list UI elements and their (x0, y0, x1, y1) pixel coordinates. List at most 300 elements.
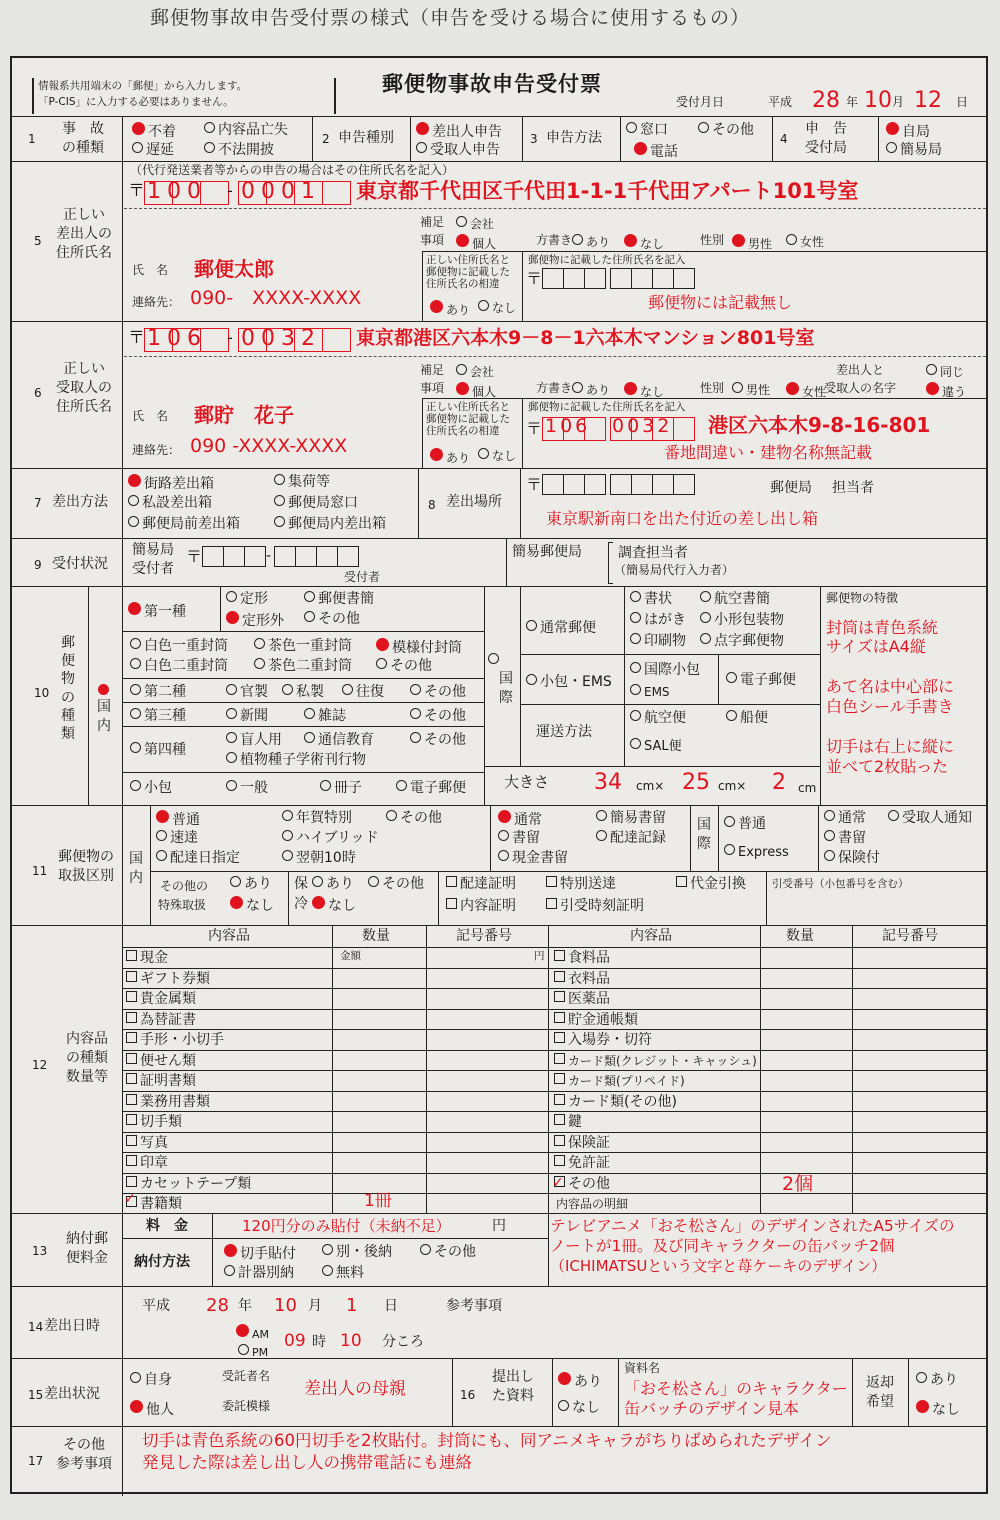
chk-tokubetsu[interactable]: 特別送達 (546, 876, 616, 892)
env-brown2[interactable]: 茶色二重封筒 (254, 658, 352, 674)
s9-label: 受付状況 (52, 556, 108, 572)
opt-chien[interactable]: 遅延 (132, 142, 174, 158)
doc-0: 「おそ松さん」のキャラクター (624, 1379, 848, 1398)
s5-note: （代行発送業者等からの申告の場合はその住所氏名を記入） (130, 163, 455, 177)
content-right-item[interactable]: 衣料品 (554, 971, 610, 987)
s13-label: 納付郵 便料金 (66, 1231, 108, 1266)
s5-female[interactable]: 女性 (786, 234, 824, 250)
opt-sonota-method[interactable]: その他 (698, 122, 754, 138)
opt-tsushin[interactable]: 通信教育 (304, 732, 374, 748)
s5-num: 5 (34, 234, 42, 248)
s14-hour-unit: 時 (312, 1334, 326, 1350)
opt-denwa[interactable]: 電話 (634, 142, 678, 160)
s9-inv2: （簡易局代行入力者） (614, 563, 735, 577)
s15-num: 15 (28, 1388, 44, 1402)
opt-small-packet[interactable]: 小形包装物 (700, 612, 784, 628)
s3-num: 3 (530, 132, 538, 146)
content-right-item[interactable]: 貯金通帳類 (554, 1012, 638, 1028)
content-right-item[interactable]: 入場券・切符 (554, 1032, 652, 1048)
s9-kan2: 受付者 (132, 561, 174, 577)
feature-1: サイズはA4縦 (826, 637, 926, 656)
env-other[interactable]: その他 (376, 658, 432, 674)
opt-shisei[interactable]: 私製 (282, 684, 324, 700)
kingaku-label: 金額 (340, 950, 361, 962)
opt-futsu[interactable]: 普通 (156, 810, 200, 828)
content-left-item[interactable]: 書籍類 (126, 1196, 182, 1212)
opt-dai1-other[interactable]: その他 (304, 611, 360, 627)
opt-intl-futsu[interactable]: 普通 (724, 816, 766, 832)
s6-contact-label: 連絡先： (132, 443, 181, 457)
doc-1: 缶バッチのデザイン見本 (624, 1399, 799, 1418)
opt-intl-parcel[interactable]: 国際小包 (630, 662, 700, 678)
s11-special1: その他の (160, 879, 209, 893)
content-right-item[interactable]: カード類(その他) (554, 1094, 677, 1110)
size-w[interactable]: 34 (594, 770, 622, 795)
s11-special-nashi[interactable]: なし (230, 896, 274, 914)
s15-trustee: 受託者名 (222, 1369, 271, 1383)
s9-receiver: 受付者 (344, 570, 381, 584)
feature-7: 並べて2枚貼った (826, 757, 949, 776)
s7-num: 7 (34, 496, 42, 510)
content-left-item[interactable]: ギフト券類 (126, 971, 210, 987)
opt-hybrid[interactable]: ハイブリッド (282, 830, 378, 846)
opt-intl-kakitome[interactable]: 書留 (824, 830, 866, 846)
opt-return-ari[interactable]: あり (916, 1372, 958, 1388)
opt-teikeigai[interactable]: 定形外 (226, 611, 284, 629)
s6-same[interactable]: 同じ (926, 364, 964, 380)
s9-inv1: 調査担当者 (618, 545, 688, 561)
s5-company[interactable]: 会社 (456, 216, 494, 232)
s6-diff2: 郵便物に記載した (426, 413, 510, 425)
chk-naiyou-shomei[interactable]: 内容証明 (446, 898, 516, 914)
size-d[interactable]: 2 (772, 770, 786, 795)
books-check-icon: ✓ (124, 1191, 136, 1207)
s11-rei-nashi[interactable]: なし (312, 896, 356, 914)
s5-diff3: 住所氏名の相違 (426, 278, 500, 290)
remark-0: 切手は青色系統の60円切手を2枚貼付。封筒にも、同アニメキャラがちりばめられたデザイン (142, 1431, 832, 1450)
opt-futyaku[interactable]: 不着 (132, 122, 176, 140)
opt-uketorinin[interactable]: 受取人申告 (416, 142, 500, 158)
s6-mail-addr-label: 郵便物に記載した住所氏名を記入 (528, 401, 686, 413)
size-unit-1: cm× (636, 779, 665, 793)
chk-hikiuke-time[interactable]: 引受時刻証明 (546, 898, 644, 914)
env-pattern[interactable]: 模様付封筒 (376, 638, 462, 656)
date-label: 受付月日 (676, 95, 725, 109)
feature-0: 封筒は青色系統 (826, 618, 939, 637)
opt-self[interactable]: 自身 (130, 1372, 172, 1388)
s5-male[interactable]: 男性 (732, 234, 772, 252)
opt-11-other[interactable]: その他 (386, 810, 442, 826)
method-label: 納付方法 (134, 1254, 190, 1270)
opt-air[interactable]: 航空便 (630, 710, 686, 726)
send-day[interactable]: 1 (346, 1295, 358, 1316)
s5-individual[interactable]: 個人 (456, 234, 496, 252)
opt-naiyou-boushitsu[interactable]: 内容品亡失 (204, 122, 288, 138)
content-left-item[interactable]: 切手類 (126, 1114, 182, 1130)
detail-1: ノートが1冊。及び同キャラクターの缶バッチ2個 (550, 1237, 895, 1255)
content-left-item[interactable]: 業務用書類 (126, 1094, 210, 1110)
s12-label: 内容品 の種類 数量等 (66, 1031, 108, 1085)
env-white1[interactable]: 白色一重封筒 (130, 638, 228, 654)
s6-individual[interactable]: 個人 (456, 382, 496, 400)
s10-domestic: 国 内 (97, 699, 111, 734)
s15-trustee-form: 委託模様 (222, 1399, 271, 1413)
sender-zip1[interactable]: 100 (147, 179, 207, 204)
mail-zip2[interactable]: 0032 (612, 415, 673, 437)
s1-label: 事 故 の種類 (62, 121, 104, 156)
s6-female[interactable]: 女性 (786, 382, 826, 400)
send-hour[interactable]: 09 (284, 1331, 306, 1351)
opt-shojo[interactable]: 書状 (630, 591, 672, 607)
opt-private-box[interactable]: 私設差出箱 (128, 495, 212, 511)
opt-muryou[interactable]: 無料 (322, 1265, 364, 1281)
s11-num: 11 (32, 864, 48, 878)
opt-postcard[interactable]: はがき (630, 612, 686, 628)
fee-label: 料 金 (146, 1218, 188, 1234)
s5-label: 正しい 差出人の 住所氏名 (56, 207, 112, 261)
opt-sashidashinin[interactable]: 差出人申告 (416, 122, 502, 140)
accident-report-form: 情報系共用端末の「郵便」から入力します。 「P-CIS」に入力する必要はありません。 郵便物事故申告受付票 受付月日 平成 28 年 10 月 12 日 1 事 故 の種類 不着 内容品亡失 遅延 不法開披 2 申告種別 差出人申告 受取人申告 3 申告方法 窓口 その他 電話 4 申 告 受付局 自局 簡易局 5 正しい 差出人の 住所氏名 （代行発送業者等からの申告の場合はその住所氏名を記入） 〒 100 0001 - 東京都千代田区千代田1-1-1千代田アパート101号室 補足 会社 事項 個人 方書き あり なし 性別 男性 女性 氏 名 郵便太郎 連絡先： 090- XXXX-XXXX 正しい住所氏名と 郵便物に記載した 住所氏名の相違 あり なし 郵便物に記載した住所氏名を記入 〒 郵便物には記載無し 6 正しい 受取人の 住所氏名 〒 106 0032 - 東京都港区六本木9－8－1六本木マンション801号室 補足 会社 事項 個人 方書き あり なし 性別 男性 女性 差出人と 受取人の名字 同じ 違う 氏 名 郵貯 花子 連絡先： 090 -XXXX-XXXX 正しい住所氏名と 郵便物に記載した 住所氏名の相違 あり なし 郵便物に記載した住所氏名を記入 〒 106 0032 港区六本木9-8-16-801 番地間違い・建物名称無記載 7 差出方法 街路差出箱 集荷等 私設差出箱 郵便局窓口 郵便局前差出箱 郵便局内差出箱 8 差出場所 〒 郵便局 担当者 東京駅新南口を出た付近の差し出し箱 9 受付状況 簡易局 受付者 〒 - 受付者 簡易郵便局 調査担当者 （簡易局代行入力者） 10 郵 便 物 の 種 類 国 内 第一種 定形 定形外 郵便書簡 その他 白色一重封筒 茶色一重封筒 模様付封筒 白色二重封筒 茶色二重封筒 その他 第二種 官製 私製 往復 その他 第三種 新聞 雑誌 その他 第四種 盲人用 通信教育 その他 植物種子 学術刊行物 小包 一般 冊子 電子郵便 国 際 通常郵便 書状 航空書簡 はがき 小形包装物 印刷物 点字郵便物 小包・EMS 国際小包 EMS 電子郵便 運送方法 航空便 船便 SAL便 大きさ 34 cm× 25 cm× 2 cm 郵便物の特徴 封筒は青色系統 サイズはA4縦 あて名は中心部に 白色シール手書き 切手は右上に縦に 並べて2枚貼った 11 郵便物の 取扱区別 国 内 普通 年賀特別 その他 速達 ハイブリッド 配達日指定 翌朝10時 通常 簡易書留 書留 配達記録 現金書留 国 際 普通 Express 通常 受取人通知 書留 保険付 その他の 特殊取扱 あり なし 保 冷 あり その他 なし 配達証明 特別送達 代金引換 内容証明 引受時刻証明 引受番号（小包番号を含む） 12 内容品 の種類 数量等 内容品 数量 記号番号 内容品 数量 記号番号 金額 円 現金 食料品 ギフト券類 衣料品 貴金属類 医薬品 為替証書 貯金通帳類 手形・小切手 入場券・切符 便せん類 カード類(クレジット・キャッシュ) 証明書類 カード類(プリペイド) 業務用書類 カード類(その他) 切手類 鍵 写真 保険証 印章 免許証 カセットテープ類 その他 書籍類 ✓ ✓ 1冊 2個 内容品の明細 13 納付郵 便料金 料 金 120円分のみ貼付（未納不足） 円 納付方法 切手貼付 別・後納 その他 計器別納 無料 テレビアニメ「おそ松さん」のデザインされたA5サイズの ノートが1冊。及び同キャラクターの缶バッチ2個 （ICHIMATSUという文字と苺ケーキのデザイン） 14 差出日時 平成 28 年 10 月 1 日 参考事項 AM PM 09 時 10 分ころ 15 差出状況 自身 他人 受託者名 委託模様 差出人の母親 16 提出し た資料 あり なし 資料名 「おそ松さん」のキャラクター 缶バッチのデザイン見本 返却 希望 あり なし 17 その他 参考事項 切手は青色系統の60円切手を2枚貼付。封筒にも、同アニメキャラがちりばめられたデザイン 発見した際は差し出し人の携帯電話にも連絡 (10, 56, 988, 1494)
recipient-zip1[interactable]: 106 (147, 326, 207, 351)
opt-doc-nashi[interactable]: なし (558, 1400, 600, 1416)
opt-other-person[interactable]: 他人 (130, 1400, 174, 1418)
sender-address[interactable]: 東京都千代田区千代田1-1-1千代田アパート101号室 (356, 179, 859, 203)
s5-mail-addr-label: 郵便物に記載した住所氏名を記入 (528, 254, 686, 266)
other-check-icon: ✓ (552, 1175, 564, 1191)
opt-nenga[interactable]: 年賀特別 (282, 810, 352, 826)
opt-return-nashi[interactable]: なし (916, 1400, 960, 1418)
s9-kan1: 簡易局 (132, 542, 174, 558)
s11-hikiuke: 引受番号（小包番号を含む） (772, 878, 909, 890)
s6-honor-nashi[interactable]: なし (624, 382, 664, 400)
content-right-item[interactable]: その他 (554, 1176, 610, 1192)
content-left-item[interactable]: カセットテープ類 (126, 1176, 251, 1192)
date-day: 12 (914, 88, 942, 113)
opt-front-box[interactable]: 郵便局前差出箱 (128, 516, 240, 532)
content-left-item[interactable]: 為替証書 (126, 1012, 196, 1028)
mail-address[interactable]: 港区六本木9-8-16-801 (708, 413, 931, 437)
s7-label: 差出方法 (52, 494, 108, 510)
send-minute[interactable]: 10 (340, 1331, 362, 1351)
opt-keiki[interactable]: 計器別納 (224, 1265, 294, 1281)
mail-zip1[interactable]: 106 (545, 415, 591, 437)
opt-kanikyoku[interactable]: 簡易局 (886, 142, 942, 158)
s11-intl: 国 際 (697, 817, 711, 852)
opt-express[interactable]: Express (724, 844, 789, 861)
s5-honor-ari[interactable]: あり (572, 234, 610, 250)
books-qty[interactable]: 1冊 (364, 1191, 392, 1211)
opt-13-other[interactable]: その他 (420, 1244, 476, 1260)
opt-shinbun[interactable]: 新聞 (226, 708, 268, 724)
opt-zasshi[interactable]: 雑誌 (304, 708, 346, 724)
date-month: 10 (864, 88, 892, 113)
content-left-item[interactable]: 写真 (126, 1135, 168, 1151)
s16-label: 提出し た資料 (492, 1369, 534, 1404)
detail-0: テレビアニメ「おそ松さん」のデザインされたA5サイズの (550, 1217, 955, 1235)
s5-supp2: 事項 (420, 233, 445, 247)
s10-size-label: 大きさ (504, 773, 550, 791)
env-white2[interactable]: 白色二重封筒 (130, 658, 228, 674)
s6-label: 正しい 受取人の 住所氏名 (56, 361, 112, 415)
s17-num: 17 (28, 1454, 44, 1468)
other-qty[interactable]: 2個 (782, 1173, 814, 1195)
opt-inner-box[interactable]: 郵便局内差出箱 (274, 516, 386, 532)
s8-staff: 担当者 (832, 480, 874, 496)
recipient-zip2[interactable]: 0032 (241, 326, 321, 351)
feature-3: あて名は中心部に (826, 677, 955, 696)
s9-kan-office: 簡易郵便局 (512, 544, 582, 560)
s6-company[interactable]: 会社 (456, 364, 494, 380)
opt-sokutatsu[interactable]: 速達 (156, 830, 198, 846)
opt-kakitome[interactable]: 書留 (498, 830, 540, 846)
opt-yokuasa[interactable]: 翌朝10時 (282, 850, 356, 866)
opt-kan-kakitome[interactable]: 簡易書留 (596, 810, 666, 826)
send-month[interactable]: 10 (274, 1295, 297, 1316)
postal-mark-5: 〒 (128, 181, 145, 201)
opt-academic: 学術刊行物 (296, 752, 366, 768)
opt-shokan[interactable]: 郵便書簡 (304, 591, 374, 607)
opt-madoguchi[interactable]: 窓口 (626, 122, 668, 138)
date-month-unit: 月 (892, 95, 905, 109)
opt-ippan[interactable]: 一般 (226, 780, 268, 796)
opt-pm[interactable]: PM (238, 1344, 268, 1360)
s6-honor-ari[interactable]: あり (572, 382, 610, 398)
opt-dai1[interactable]: 第一種 (128, 602, 186, 620)
date-year: 28 (812, 88, 840, 113)
opt-dai4-other[interactable]: その他 (410, 732, 466, 748)
content-left-item[interactable]: 証明書類 (126, 1073, 196, 1089)
opt-air-letter[interactable]: 航空書簡 (700, 591, 770, 607)
zip-dash-5: - (227, 181, 233, 200)
s5-diff-ari[interactable]: あり (430, 300, 470, 318)
opt-street-box[interactable]: 街路差出箱 (128, 474, 214, 492)
opt-betsunou[interactable]: 別・後納 (322, 1244, 392, 1260)
s14-num: 14 (28, 1320, 44, 1334)
return-label: 返却 希望 (866, 1375, 894, 1410)
s6-differ[interactable]: 違う (926, 382, 966, 400)
size-unit-2: cm× (718, 779, 747, 793)
size-h[interactable]: 25 (682, 770, 710, 795)
content-left-item[interactable]: 現金 (126, 950, 168, 966)
opt-intl-tsujo[interactable]: 通常郵便 (526, 620, 596, 636)
recipient-name[interactable]: 郵貯 花子 (194, 403, 294, 427)
sender-name[interactable]: 郵便太郎 (194, 257, 274, 281)
recipient-address[interactable]: 東京都港区六本木9－8－1六本木マンション801号室 (356, 327, 815, 349)
domestic-selected[interactable] (98, 684, 109, 695)
s14-ref: 参考事項 (446, 1298, 502, 1314)
size-unit-3: cm (798, 781, 817, 795)
content-right-item[interactable]: 免許証 (554, 1155, 610, 1171)
detail-2: （ICHIMATSUという文字と苺ケーキのデザイン） (550, 1257, 887, 1275)
opt-office-counter[interactable]: 郵便局窓口 (274, 495, 358, 511)
s2-label: 申告種別 (338, 130, 394, 146)
s10-features-label: 郵便物の特徴 (826, 591, 899, 605)
s8-num: 8 (428, 498, 436, 512)
s6-diff-ari[interactable]: あり (430, 448, 470, 466)
opt-parcel-ems[interactable]: 小包・EMS (526, 674, 612, 690)
opt-oufuku[interactable]: 往復 (342, 684, 384, 700)
s14-label: 差出日時 (44, 1318, 100, 1334)
s6-supp1: 補足 (420, 363, 445, 377)
opt-insured[interactable]: 保険付 (824, 850, 880, 866)
opt-tsujo[interactable]: 通常 (498, 810, 542, 828)
s2-num: 2 (322, 132, 330, 146)
opt-dai3-other[interactable]: その他 (410, 708, 466, 724)
content-left-item[interactable]: 手形・小切手 (126, 1032, 224, 1048)
s4-label: 申 告 受付局 (805, 121, 847, 156)
s11-label: 郵便物の 取扱区別 (58, 849, 114, 884)
s3-label: 申告方法 (546, 130, 602, 146)
sender-zip2[interactable]: 0001 (241, 179, 321, 204)
s5-sex: 性別 (700, 233, 725, 247)
s6-honor: 方書き (536, 381, 573, 395)
opt-notice[interactable]: 受取人通知 (888, 810, 972, 826)
content-left-item[interactable]: 便せん類 (126, 1053, 196, 1069)
trustee-value[interactable]: 差出人の母親 (304, 1379, 406, 1399)
s5-name-label: 氏 名 (132, 263, 169, 277)
s14-day-unit: 日 (384, 1298, 398, 1314)
date-era: 平成 (768, 95, 793, 109)
s6-same1: 差出人と (836, 363, 885, 377)
s5-contact-label: 連絡先： (132, 295, 181, 309)
s14-month-unit: 月 (308, 1298, 322, 1314)
h-code-l: 記号番号 (456, 928, 512, 944)
opt-dai3[interactable]: 第三種 (130, 708, 186, 724)
opt-kitte[interactable]: 切手貼付 (224, 1244, 296, 1262)
input-note-1: 情報系共用端末の「郵便」から入力します。 (38, 80, 248, 92)
env-brown1[interactable]: 茶色一重封筒 (254, 638, 352, 654)
fee-yen: 円 (492, 1218, 506, 1234)
opt-doc-ari[interactable]: あり (558, 1372, 602, 1390)
s6-diff3: 住所氏名の相違 (426, 425, 500, 437)
sender-contact[interactable]: 090- XXXX-XXXX (190, 287, 362, 309)
content-right-item[interactable]: 医薬品 (554, 991, 610, 1007)
content-right-item[interactable]: 鍵 (554, 1114, 582, 1130)
intl-radio[interactable] (488, 653, 502, 669)
s6-male[interactable]: 男性 (732, 382, 770, 398)
opt-date-spec[interactable]: 配達日指定 (156, 850, 240, 866)
chk-daikin[interactable]: 代金引換 (676, 876, 746, 892)
s6-sex: 性別 (700, 381, 725, 395)
feature-4: 白色シール手書き (826, 697, 954, 716)
s11-domestic: 国 内 (129, 851, 143, 886)
s6-supp2: 事項 (420, 381, 445, 395)
s11-ho-other[interactable]: その他 (368, 876, 424, 892)
s15-label: 差出状況 (44, 1386, 100, 1402)
opt-sasshi[interactable]: 冊子 (320, 780, 362, 796)
content-right-item[interactable]: 保険証 (554, 1135, 610, 1151)
opt-intl-denshi[interactable]: 電子郵便 (726, 672, 796, 688)
opt-am[interactable]: AM (236, 1324, 269, 1342)
opt-ship[interactable]: 船便 (726, 710, 768, 726)
s5-honor-nashi[interactable]: なし (624, 234, 664, 252)
s11-ho-ari[interactable]: あり (312, 876, 354, 892)
send-year[interactable]: 28 (206, 1295, 229, 1316)
feature-6: 切手は右上に縦に (826, 737, 955, 756)
s5-supp1: 補足 (420, 215, 445, 229)
s13-num: 13 (32, 1244, 48, 1258)
s5-diff2: 郵便物に記載した (426, 266, 510, 278)
s5-diff1: 正しい住所氏名と (426, 254, 510, 266)
content-right-item[interactable]: カード類(クレジット・キャッシュ) (554, 1053, 757, 1069)
fee-value[interactable]: 120円分のみ貼付（未納不足） (242, 1217, 451, 1235)
s6-name-label: 氏 名 (132, 409, 169, 423)
s5-honor: 方書き (536, 233, 573, 247)
s6-same2: 受取人の名字 (824, 381, 897, 395)
doc-label: 資料名 (624, 1361, 661, 1375)
s14-year-unit: 年 (238, 1298, 252, 1314)
h-content-r: 内容品 (630, 928, 672, 944)
s6-diff-nashi[interactable]: なし (478, 448, 516, 464)
opt-sal[interactable]: SAL便 (630, 738, 682, 755)
opt-genkin-kakitome[interactable]: 現金書留 (498, 850, 568, 866)
h-qty-l: 数量 (362, 928, 390, 944)
opt-haitatsu-kiroku[interactable]: 配達記録 (596, 830, 666, 846)
content-left-item[interactable]: 貴金属類 (126, 991, 196, 1007)
s6-diff1: 正しい住所氏名と (426, 401, 510, 413)
sender-remark[interactable]: 郵便物には記載無し (648, 293, 793, 312)
input-note-2: 「P-CIS」に入力する必要はありません。 (38, 96, 234, 108)
opt-kansei[interactable]: 官製 (226, 684, 268, 700)
recipient-remark[interactable]: 番地間違い・建物名称無記載 (664, 443, 873, 462)
date-year-unit: 年 (846, 95, 859, 109)
s14-minute-unit: 分ころ (382, 1334, 424, 1350)
s11-ho: 保 (294, 876, 308, 892)
content-right-item[interactable]: カード類(プリペイド) (554, 1073, 685, 1089)
recipient-contact[interactable]: 090 -XXXX-XXXX (190, 435, 348, 457)
kingaku-yen: 円 (534, 950, 545, 962)
s6-num: 6 (34, 386, 42, 400)
s4-num: 4 (780, 132, 788, 146)
opt-pickup[interactable]: 集荷等 (274, 474, 330, 490)
s11-rei: 冷 (294, 896, 308, 912)
opt-teikei[interactable]: 定形 (226, 591, 268, 607)
s8-post-office: 郵便局 (770, 480, 812, 496)
content-left-item[interactable]: 印章 (126, 1155, 168, 1171)
opt-denshi[interactable]: 電子郵便 (396, 780, 466, 796)
h-code-r: 記号番号 (882, 928, 938, 944)
s16-num: 16 (460, 1388, 476, 1402)
content-right-item[interactable]: 食料品 (554, 950, 610, 966)
s10-transport: 運送方法 (536, 724, 592, 740)
chk-haitatsu-shomei[interactable]: 配達証明 (446, 876, 516, 892)
opt-mojin[interactable]: 盲人用 (226, 732, 282, 748)
opt-ems[interactable]: EMS (630, 684, 670, 700)
opt-intl-tsujo[interactable]: 通常 (824, 810, 866, 826)
s10-label: 郵 便 物 の 種 類 (61, 635, 75, 742)
h-content-l: 内容品 (208, 928, 250, 944)
opt-dai2-other[interactable]: その他 (410, 684, 466, 700)
h-qty-r: 数量 (786, 928, 814, 944)
s1-num: 1 (28, 132, 36, 146)
opt-jikyoku[interactable]: 自局 (886, 122, 930, 140)
opt-kozutsumi[interactable]: 小包 (130, 780, 172, 796)
s5-diff-nashi[interactable]: なし (478, 300, 516, 316)
send-place[interactable]: 東京駅新南口を出た付近の差し出し箱 (546, 509, 819, 528)
s12-num: 12 (32, 1058, 48, 1072)
detail-label: 内容品の明細 (556, 1197, 629, 1211)
opt-dai4[interactable]: 第四種 (130, 742, 186, 758)
opt-fuhou-kaihi[interactable]: 不法開披 (204, 142, 274, 158)
s11-special-ari[interactable]: あり (230, 876, 272, 892)
date-day-unit: 日 (956, 95, 969, 109)
opt-dai2[interactable]: 第二種 (130, 684, 186, 700)
opt-plant[interactable]: 植物種子 (226, 752, 296, 768)
s11-special2: 特殊取扱 (158, 898, 207, 912)
opt-printed[interactable]: 印刷物 (630, 633, 686, 649)
remark-1: 発見した際は差し出し人の携帯電話にも連絡 (142, 1453, 472, 1472)
opt-braille[interactable]: 点字郵便物 (700, 633, 784, 649)
